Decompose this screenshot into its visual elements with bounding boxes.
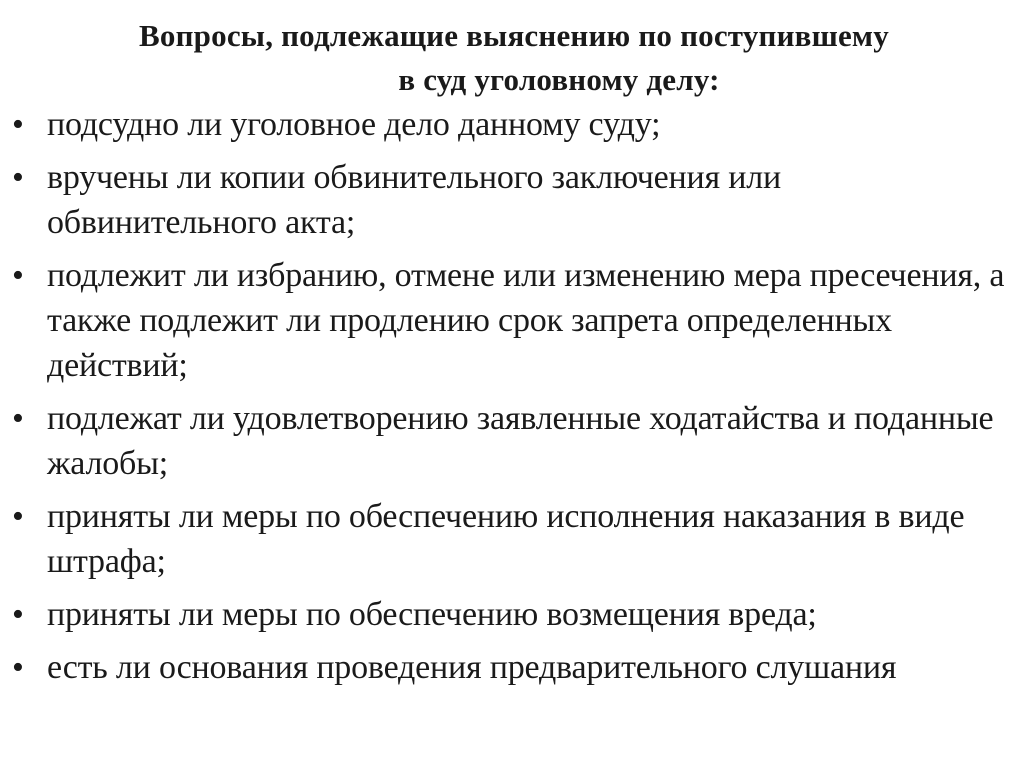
bullet-item xyxy=(12,592,1012,637)
bullet-text: приняты ли меры по обеспечению возмещения вреда; xyxy=(47,596,817,633)
bullet-icon: • xyxy=(12,257,24,294)
bullet-text: подлежат ли удовлетворению заявленные ходатайства и поданные жалобы; xyxy=(47,400,994,482)
slide-title-line-1: Вопросы, подлежащие выяснению по поступившему xyxy=(139,18,889,53)
slide-title xyxy=(12,14,1012,102)
bullet-text: подсудно ли уголовное дело данному суду; xyxy=(47,106,661,143)
bullet-icon: • xyxy=(12,400,24,437)
bullet-icon: • xyxy=(12,596,24,633)
slide-title-line-2: в суд уголовному делу: xyxy=(398,62,720,97)
bullet-item xyxy=(12,396,1012,486)
bullet-text: подлежит ли избранию, отмене или изменению мера пресечения, а также подлежит ли продлению срок запрета определенных действий; xyxy=(47,257,1005,384)
bullet-text: вручены ли копии обвинительного заключения или обвинительного акта; xyxy=(47,159,782,241)
bullet-text: есть ли основания проведения предварительного слушания xyxy=(47,649,897,686)
bullet-item xyxy=(12,102,1012,147)
bullet-item xyxy=(12,645,1012,690)
bullet-item xyxy=(12,494,1012,584)
bullet-item xyxy=(12,155,1012,245)
bullet-icon: • xyxy=(12,106,24,143)
bullet-text: приняты ли меры по обеспечению исполнения наказания в виде штрафа; xyxy=(47,498,965,580)
bullet-item xyxy=(12,253,1012,388)
bullet-icon: • xyxy=(12,649,24,686)
bullet-list xyxy=(12,102,1012,690)
bullet-icon: • xyxy=(12,498,24,535)
bullet-icon: • xyxy=(12,159,24,196)
